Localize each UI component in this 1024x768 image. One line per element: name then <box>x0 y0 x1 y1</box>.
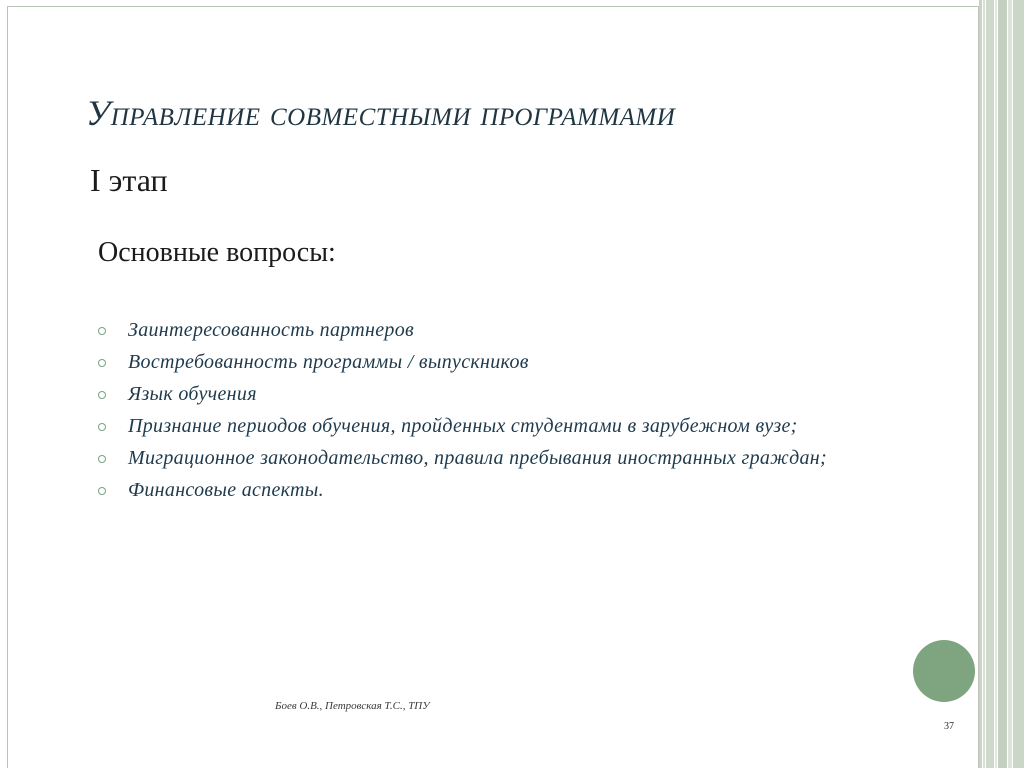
footer-authors: Боев О.В., Петровская Т.С., ТПУ <box>275 700 430 712</box>
bullet-icon <box>98 455 106 463</box>
list-item-text: Финансовые аспекты. <box>128 479 324 501</box>
bullet-icon <box>98 423 106 431</box>
bullet-icon <box>98 359 106 367</box>
list-item-text: Востребованность программы / выпускников <box>128 351 529 373</box>
page-number: 37 <box>944 721 954 732</box>
list-item-text: Заинтересованность партнеров <box>128 319 415 341</box>
list-item-text: Миграционное законодательство, правила пребывания иностранных граждан; <box>128 447 827 469</box>
list-item <box>98 447 918 470</box>
decorative-stripes <box>979 0 1024 768</box>
bullet-list <box>98 319 918 511</box>
list-item-text: Язык обучения <box>128 383 257 405</box>
bullet-icon <box>98 327 106 335</box>
list-item <box>98 479 918 502</box>
bullet-icon <box>98 487 106 495</box>
decorative-circle <box>913 640 975 702</box>
stage-label: I этап <box>90 162 168 198</box>
bullet-icon <box>98 391 106 399</box>
list-item <box>98 351 918 374</box>
list-item-text: Признание периодов обучения, пройденных студентами в зарубежном вузе; <box>128 415 798 437</box>
slide-title: Управление совместными программами <box>86 93 676 133</box>
list-item <box>98 383 918 406</box>
section-subtitle: Основные вопросы: <box>98 237 336 268</box>
list-item <box>98 319 918 342</box>
list-item <box>98 415 918 438</box>
